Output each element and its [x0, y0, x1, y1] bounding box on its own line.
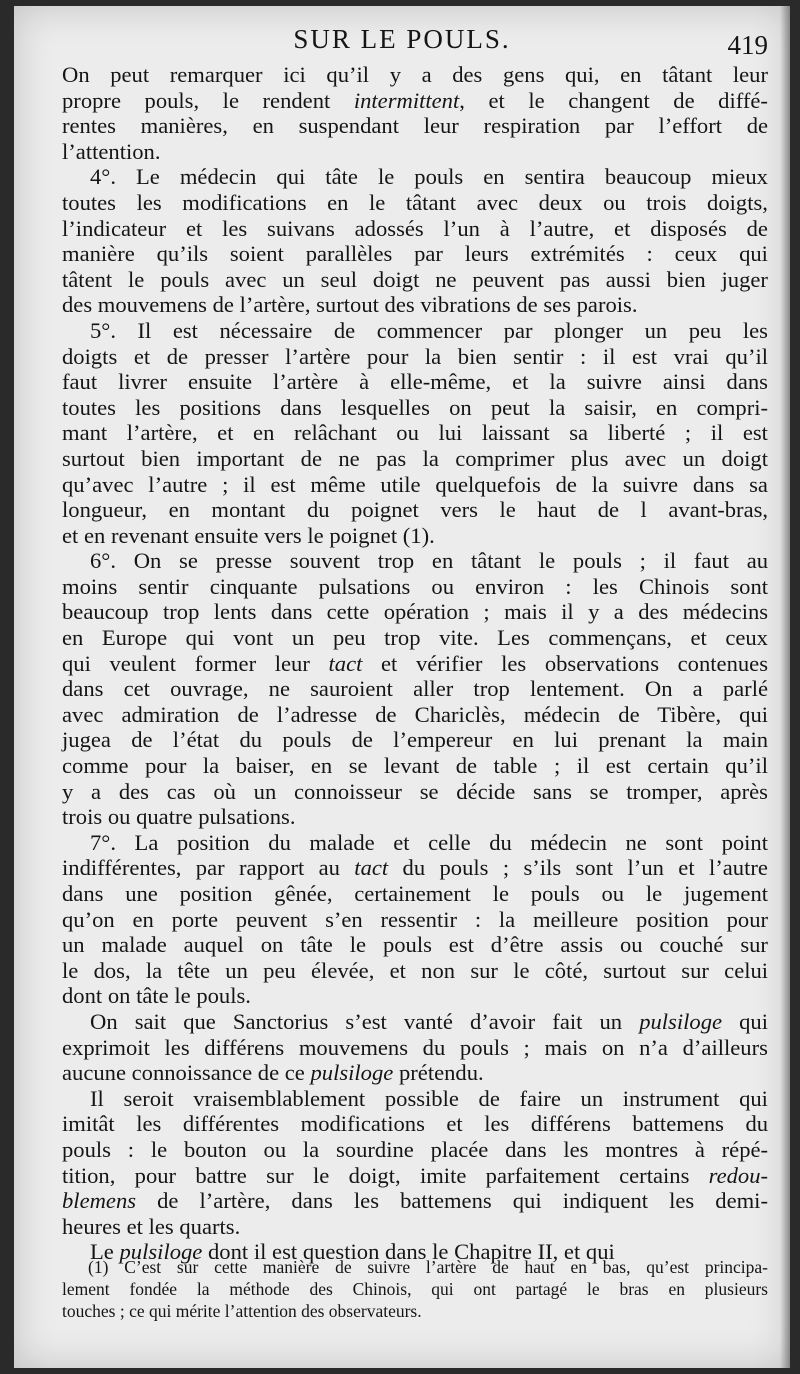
text-line: surtout bien important de ne pas la comprimer plus avec un doigt [62, 445, 768, 471]
page-edge-shadow [780, 6, 790, 1368]
paragraph [62, 548, 768, 830]
text-line: jugea de l’état du pouls de l’empereur en lui prenant la main [62, 727, 769, 753]
text-line: Il seroit vraisemblablement possible de faire un instrument qui [90, 1085, 768, 1111]
text-line: exprimoit les différens mouvemens du pouls ; mais on n’a d’ailleurs [62, 1034, 768, 1060]
text-line: des mouvemens de l’artère, surtout des vibrations de ses parois. [62, 292, 638, 318]
text-line: et en revenant ensuite vers le poignet (1). [62, 522, 435, 548]
text-line: l’attention. [62, 138, 161, 164]
text-line: dont on tâte le pouls. [62, 983, 251, 1009]
text-line: 6°. On se presse souvent trop en tâtant le pouls ; il faut au [90, 548, 769, 574]
text-line: moins sentir cinquante pulsations ou environ : les Chinois sont [62, 573, 769, 599]
text-line: qu’on en porte peuvent s’en ressentir : la meilleure position pour [62, 906, 769, 932]
page-header [14, 24, 790, 64]
text-line: mant l’artère, et en relâchant ou lui laissant sa liberté ; il est [62, 420, 768, 446]
text-line: y a des cas où un connoisseur se décide sans se tromper, après [62, 778, 768, 804]
text-line: imitât les différentes modifications et les différens battemens du [62, 1111, 769, 1137]
text-line: 4°. Le médecin qui tâte le pouls en sentira beaucoup mieux [90, 164, 768, 190]
footnote-line: (1) C’est sur cette manière de suivre l’artère de haut en bas, qu’est principa- [88, 1257, 768, 1277]
text-line: doigts et de presser l’artère pour la bien sentir : il est vrai qu’il [62, 343, 769, 369]
footnote-line: touches ; ce qui mérite l’attention des observateurs. [62, 1301, 422, 1321]
paragraph [62, 62, 768, 164]
text-line: en Europe qui vont un peu trop vite. Les commençans, et ceux [62, 625, 768, 651]
running-head: SUR LE POULS. [293, 24, 511, 54]
text-line: longueur, en montant du poignet vers le haut de l avant-bras, [62, 497, 769, 523]
text-line: le dos, la tête un peu élevée, et non sur le côté, surtout sur celui [62, 957, 769, 983]
text-line: manière qu’ils soient parallèles par leurs extrémités : ceux qui [62, 241, 768, 267]
footnote [62, 1256, 768, 1322]
text-line: dans cet ouvrage, ne sauroient aller trop lentement. On a parlé [62, 676, 768, 702]
paragraph [62, 830, 768, 1009]
text-line: 7°. La position du malade et celle du médecin ne sont point [90, 829, 769, 855]
text-line: propre pouls, le rendent intermittent, et le changent de diffé- [62, 87, 768, 113]
text-line: beaucoup trop lents dans cette opération ; mais il y a des médecins [62, 599, 769, 625]
book-page [14, 6, 790, 1368]
page-number: 419 [727, 30, 768, 60]
text-line: qu’avec l’autre ; il est même utile quelquefois de la suivre dans sa [62, 471, 768, 497]
text-line: rentes manières, en suspendant leur respiration par l’effort de [62, 113, 769, 139]
paragraph [62, 1009, 768, 1086]
body-text [62, 62, 768, 1265]
text-line: heures et les quarts. [62, 1213, 241, 1239]
text-line: un malade auquel on tâte le pouls est d’être assis ou couché sur [62, 932, 768, 958]
text-line: comme pour la baiser, en se levant de table ; il est certain qu’il [62, 753, 768, 779]
text-line: tition, pour battre sur le doigt, imite parfaitement certains redou- [62, 1162, 769, 1188]
text-line: qui veulent former leur tact et vérifier les observations contenues [62, 650, 768, 676]
paragraph [62, 318, 768, 548]
text-line: faut livrer ensuite l’artère à elle-même, et la suivre ainsi dans [62, 369, 768, 395]
text-line: blemens de l’artère, dans les battemens qui indiquent les demi- [62, 1188, 768, 1214]
text-line: On sait que Sanctorius s’est vanté d’avoir fait un pulsiloge qui [90, 1008, 768, 1034]
text-line: pouls : le bouton ou la sourdine placée dans les montres à répé- [62, 1136, 769, 1162]
footnote-line: lement fondée la méthode des Chinois, qui ont partagé le bras en plusieurs [62, 1279, 768, 1299]
text-line: indifférentes, par rapport au tact du pouls ; s’ils sont l’un et l’autre [62, 855, 768, 881]
paragraph [62, 164, 768, 318]
paragraph [62, 1086, 768, 1240]
text-line: avec admiration de l’adresse de Chariclès, médecin de Tibère, qui [62, 701, 769, 727]
text-line: Le pulsiloge dont il est question dans le Chapitre II, et qui [90, 1239, 615, 1265]
text-line: dans une position gênée, certainement le pouls ou le jugement [62, 881, 769, 906]
text-line: 5°. Il est nécessaire de commencer par plonger un peu les [90, 317, 768, 343]
text-line: tâtent le pouls avec un seul doigt ne peuvent pas aussi bien juger [62, 266, 768, 292]
text-line: aucune connoissance de ce pulsiloge prétendu. [62, 1060, 484, 1086]
text-line: trois ou quatre pulsations. [62, 804, 296, 830]
text-line: On peut remarquer ici qu’il y a des gens qui, en tâtant leur [62, 62, 769, 87]
text-line: toutes les positions dans lesquelles on peut la saisir, en compri- [62, 394, 769, 420]
text-line: toutes les modifications en le tâtant avec deux ou trois doigts, [62, 189, 768, 215]
text-line: l’indicateur et les suivans adossés l’un à l’autre, et disposés de [62, 215, 768, 241]
